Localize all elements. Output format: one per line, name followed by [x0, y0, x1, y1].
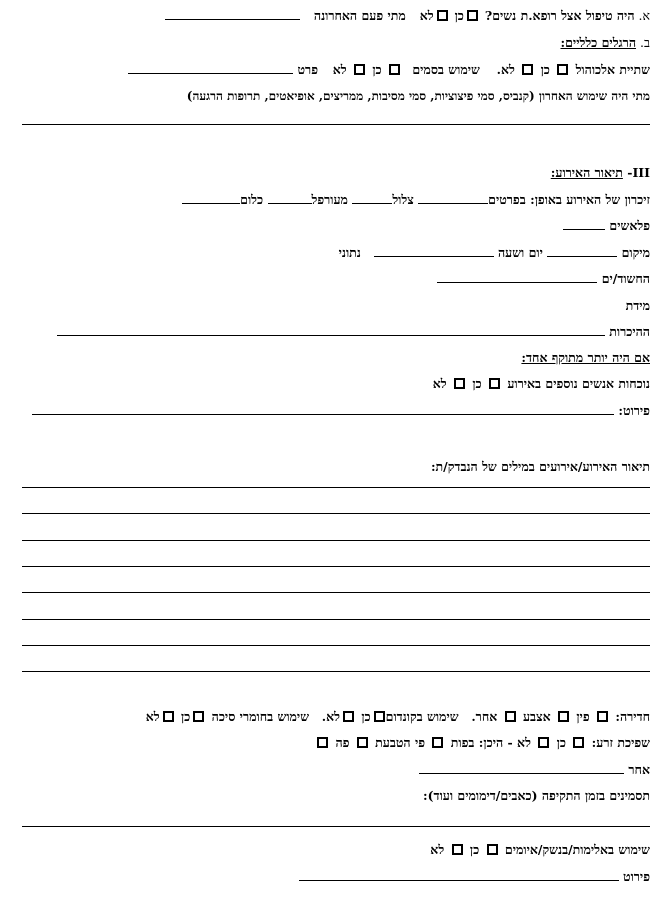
gyn-no-label: לא	[419, 8, 434, 23]
others-specify-field[interactable]	[32, 403, 614, 415]
memory-label: זיכרון של האירוע באופן:	[530, 192, 650, 207]
threats-label: שימוש באלימות/בנשק/איומים	[504, 842, 650, 857]
flashbacks-label: פלאשים	[609, 218, 650, 233]
multiple-attackers-row	[521, 350, 650, 366]
last-use-row	[187, 88, 650, 104]
gyn-last-time-label: מתי פעם האחרונה	[313, 8, 406, 23]
suspect-label: החשוד/ים	[601, 271, 650, 286]
penetration-label: חדירה:	[615, 709, 650, 724]
others-yes-checkbox[interactable]	[489, 378, 500, 389]
suspect-row	[437, 271, 650, 287]
others-present-label: נוכחות אנשים נוספים באירוע	[507, 376, 650, 391]
threats-no-label: לא	[430, 842, 445, 857]
ejaculation-label: שפיכת זרע:	[591, 735, 650, 750]
description-line-4[interactable]	[22, 566, 650, 567]
gyn-no-checkbox[interactable]	[437, 10, 448, 21]
threats-yes-checkbox[interactable]	[487, 844, 498, 855]
memory-option-detail: בפרטים	[488, 192, 526, 207]
others-present-row	[433, 376, 650, 392]
description-line-7[interactable]	[22, 645, 650, 646]
penetration-row	[146, 709, 650, 725]
gynecologist-question: היה טיפול אצל רופא.ת נשים?	[484, 8, 635, 23]
others-yes-label: כן	[472, 376, 482, 391]
location-label: מיקום	[621, 245, 650, 260]
penis-label: פין	[576, 709, 590, 724]
mouth-checkbox[interactable]	[317, 737, 328, 748]
ejaculation-no-where-label: לא - היכן:	[478, 735, 531, 750]
threats-row	[430, 842, 650, 858]
last-use-answer-line[interactable]	[22, 124, 650, 125]
description-title-row	[431, 459, 650, 475]
threats-specify-field[interactable]	[299, 869, 619, 881]
section-a-row	[165, 8, 650, 24]
description-line-3[interactable]	[22, 540, 650, 541]
ejaculation-yes-checkbox[interactable]	[573, 737, 584, 748]
acquaintance-label: ההיכרות	[609, 324, 650, 339]
flashbacks-row	[563, 218, 650, 234]
drugs-yes-checkbox[interactable]	[389, 64, 400, 75]
section-b-title: הרגלים כלליים:	[560, 35, 637, 50]
last-use-text: מתי היה שימוש האחרון (קנביס, סמי פיצוציות, סמי מסיבות, ממריצים, אופיאטים, תרופות הרגעה)	[186, 89, 650, 103]
gyn-last-time-field[interactable]	[165, 8, 300, 20]
finger-label: אצבע	[522, 709, 551, 724]
description-line-1[interactable]	[22, 487, 650, 488]
vagina-label: בפות	[450, 735, 475, 750]
flashbacks-field[interactable]	[563, 218, 605, 230]
habits-row	[128, 62, 650, 78]
threats-yes-label: כן	[469, 842, 480, 857]
lubricant-yes-label: כן	[180, 709, 191, 724]
measure-label: מידת	[625, 298, 650, 313]
ejaculation-other-row	[419, 762, 650, 778]
description-line-8[interactable]	[22, 671, 650, 672]
other-penetration-label: אחר.	[471, 709, 498, 724]
measure-row	[626, 298, 650, 314]
ejaculation-no-checkbox[interactable]	[538, 737, 549, 748]
drugs-yes-label: כן	[372, 62, 382, 77]
threats-specify-label: פירוט	[623, 869, 650, 884]
event-section-header	[551, 165, 650, 181]
anus-label: פי הטבעת	[375, 735, 426, 750]
lubricant-no-checkbox[interactable]	[163, 711, 174, 722]
acquaintance-row	[57, 324, 650, 340]
memory-blurry-field[interactable]	[268, 192, 312, 204]
threats-specify-row	[299, 869, 650, 885]
ejaculation-other-label: אחר	[628, 762, 650, 777]
alcohol-yes-checkbox[interactable]	[557, 64, 568, 75]
ejaculation-row	[314, 735, 650, 751]
gyn-yes-checkbox[interactable]	[467, 10, 478, 21]
alcohol-no-checkbox[interactable]	[522, 64, 533, 75]
anus-checkbox[interactable]	[357, 737, 368, 748]
others-no-label: לא	[432, 376, 447, 391]
memory-nothing-field[interactable]	[182, 192, 240, 204]
drugs-label: שימוש בסמים	[412, 62, 480, 77]
drugs-no-checkbox[interactable]	[354, 64, 365, 75]
lubricant-yes-checkbox[interactable]	[193, 711, 204, 722]
others-no-checkbox[interactable]	[454, 378, 465, 389]
event-section-title: תיאור האירוע:	[550, 165, 623, 180]
section-b-title-row	[561, 35, 651, 51]
finger-checkbox[interactable]	[558, 711, 569, 722]
gyn-yes-label: כן	[454, 8, 464, 23]
drugs-detail-label: פרט	[297, 62, 318, 77]
alcohol-yes-label: כן	[540, 62, 550, 77]
alcohol-label: שתיית אלכוהול	[575, 62, 650, 77]
acquaintance-field[interactable]	[57, 324, 605, 336]
day-time-field[interactable]	[374, 245, 494, 257]
location-row	[339, 245, 650, 261]
threats-no-checkbox[interactable]	[452, 844, 463, 855]
multiple-attackers-title: אם היה יותר מתוקף אחד:	[521, 350, 650, 365]
day-time-label: יום ושעה	[497, 245, 543, 260]
others-specify-label: פירוט:	[618, 403, 650, 418]
memory-option-clear: צלול	[392, 192, 414, 207]
alcohol-no-label: לא.	[496, 62, 515, 77]
memory-option-nothing: כלום	[240, 192, 264, 207]
details-label: נתוני	[338, 245, 361, 260]
condom-no-checkbox[interactable]	[343, 711, 354, 722]
description-line-2[interactable]	[22, 513, 650, 514]
suspect-field[interactable]	[437, 271, 597, 283]
drugs-no-label: לא	[332, 62, 347, 77]
memory-clear-field[interactable]	[352, 192, 392, 204]
description-line-5[interactable]	[22, 592, 650, 593]
symptoms-label: תסמינים בזמן התקיפה (כאבים/דימומים ועוד):	[423, 788, 650, 803]
penis-checkbox[interactable]	[597, 711, 608, 722]
condom-label: שימוש בקונדום	[385, 709, 459, 724]
others-specify-row	[32, 403, 650, 419]
memory-row	[182, 192, 650, 208]
lubricant-label: שימוש בחומרי סיכה	[211, 709, 310, 724]
description-line-6[interactable]	[22, 619, 650, 620]
vagina-checkbox[interactable]	[432, 737, 443, 748]
condom-yes-label: כן	[361, 709, 371, 724]
lubricant-no-label: לא	[145, 709, 160, 724]
ejaculation-other-field[interactable]	[419, 762, 624, 774]
description-title: תיאור האירוע/אירועים במילים של הנבדק/ת:	[430, 459, 650, 474]
condom-no-label: לא.	[321, 709, 341, 724]
section-b-prefix: ב.	[640, 35, 650, 50]
other-penetration-checkbox[interactable]	[505, 711, 516, 722]
symptoms-answer-line[interactable]	[22, 826, 650, 827]
condom-yes-checkbox[interactable]	[374, 711, 385, 722]
event-section-roman: III-	[627, 165, 650, 180]
mouth-label: פה	[335, 735, 350, 750]
memory-option-blurry: מעורפל	[311, 192, 348, 207]
ejaculation-yes-label: כן	[556, 735, 566, 750]
location-field[interactable]	[547, 245, 617, 257]
drugs-detail-field[interactable]	[128, 62, 293, 74]
section-a-prefix: א.	[638, 8, 650, 23]
symptoms-row	[423, 788, 650, 804]
memory-detail-field[interactable]	[418, 192, 488, 204]
